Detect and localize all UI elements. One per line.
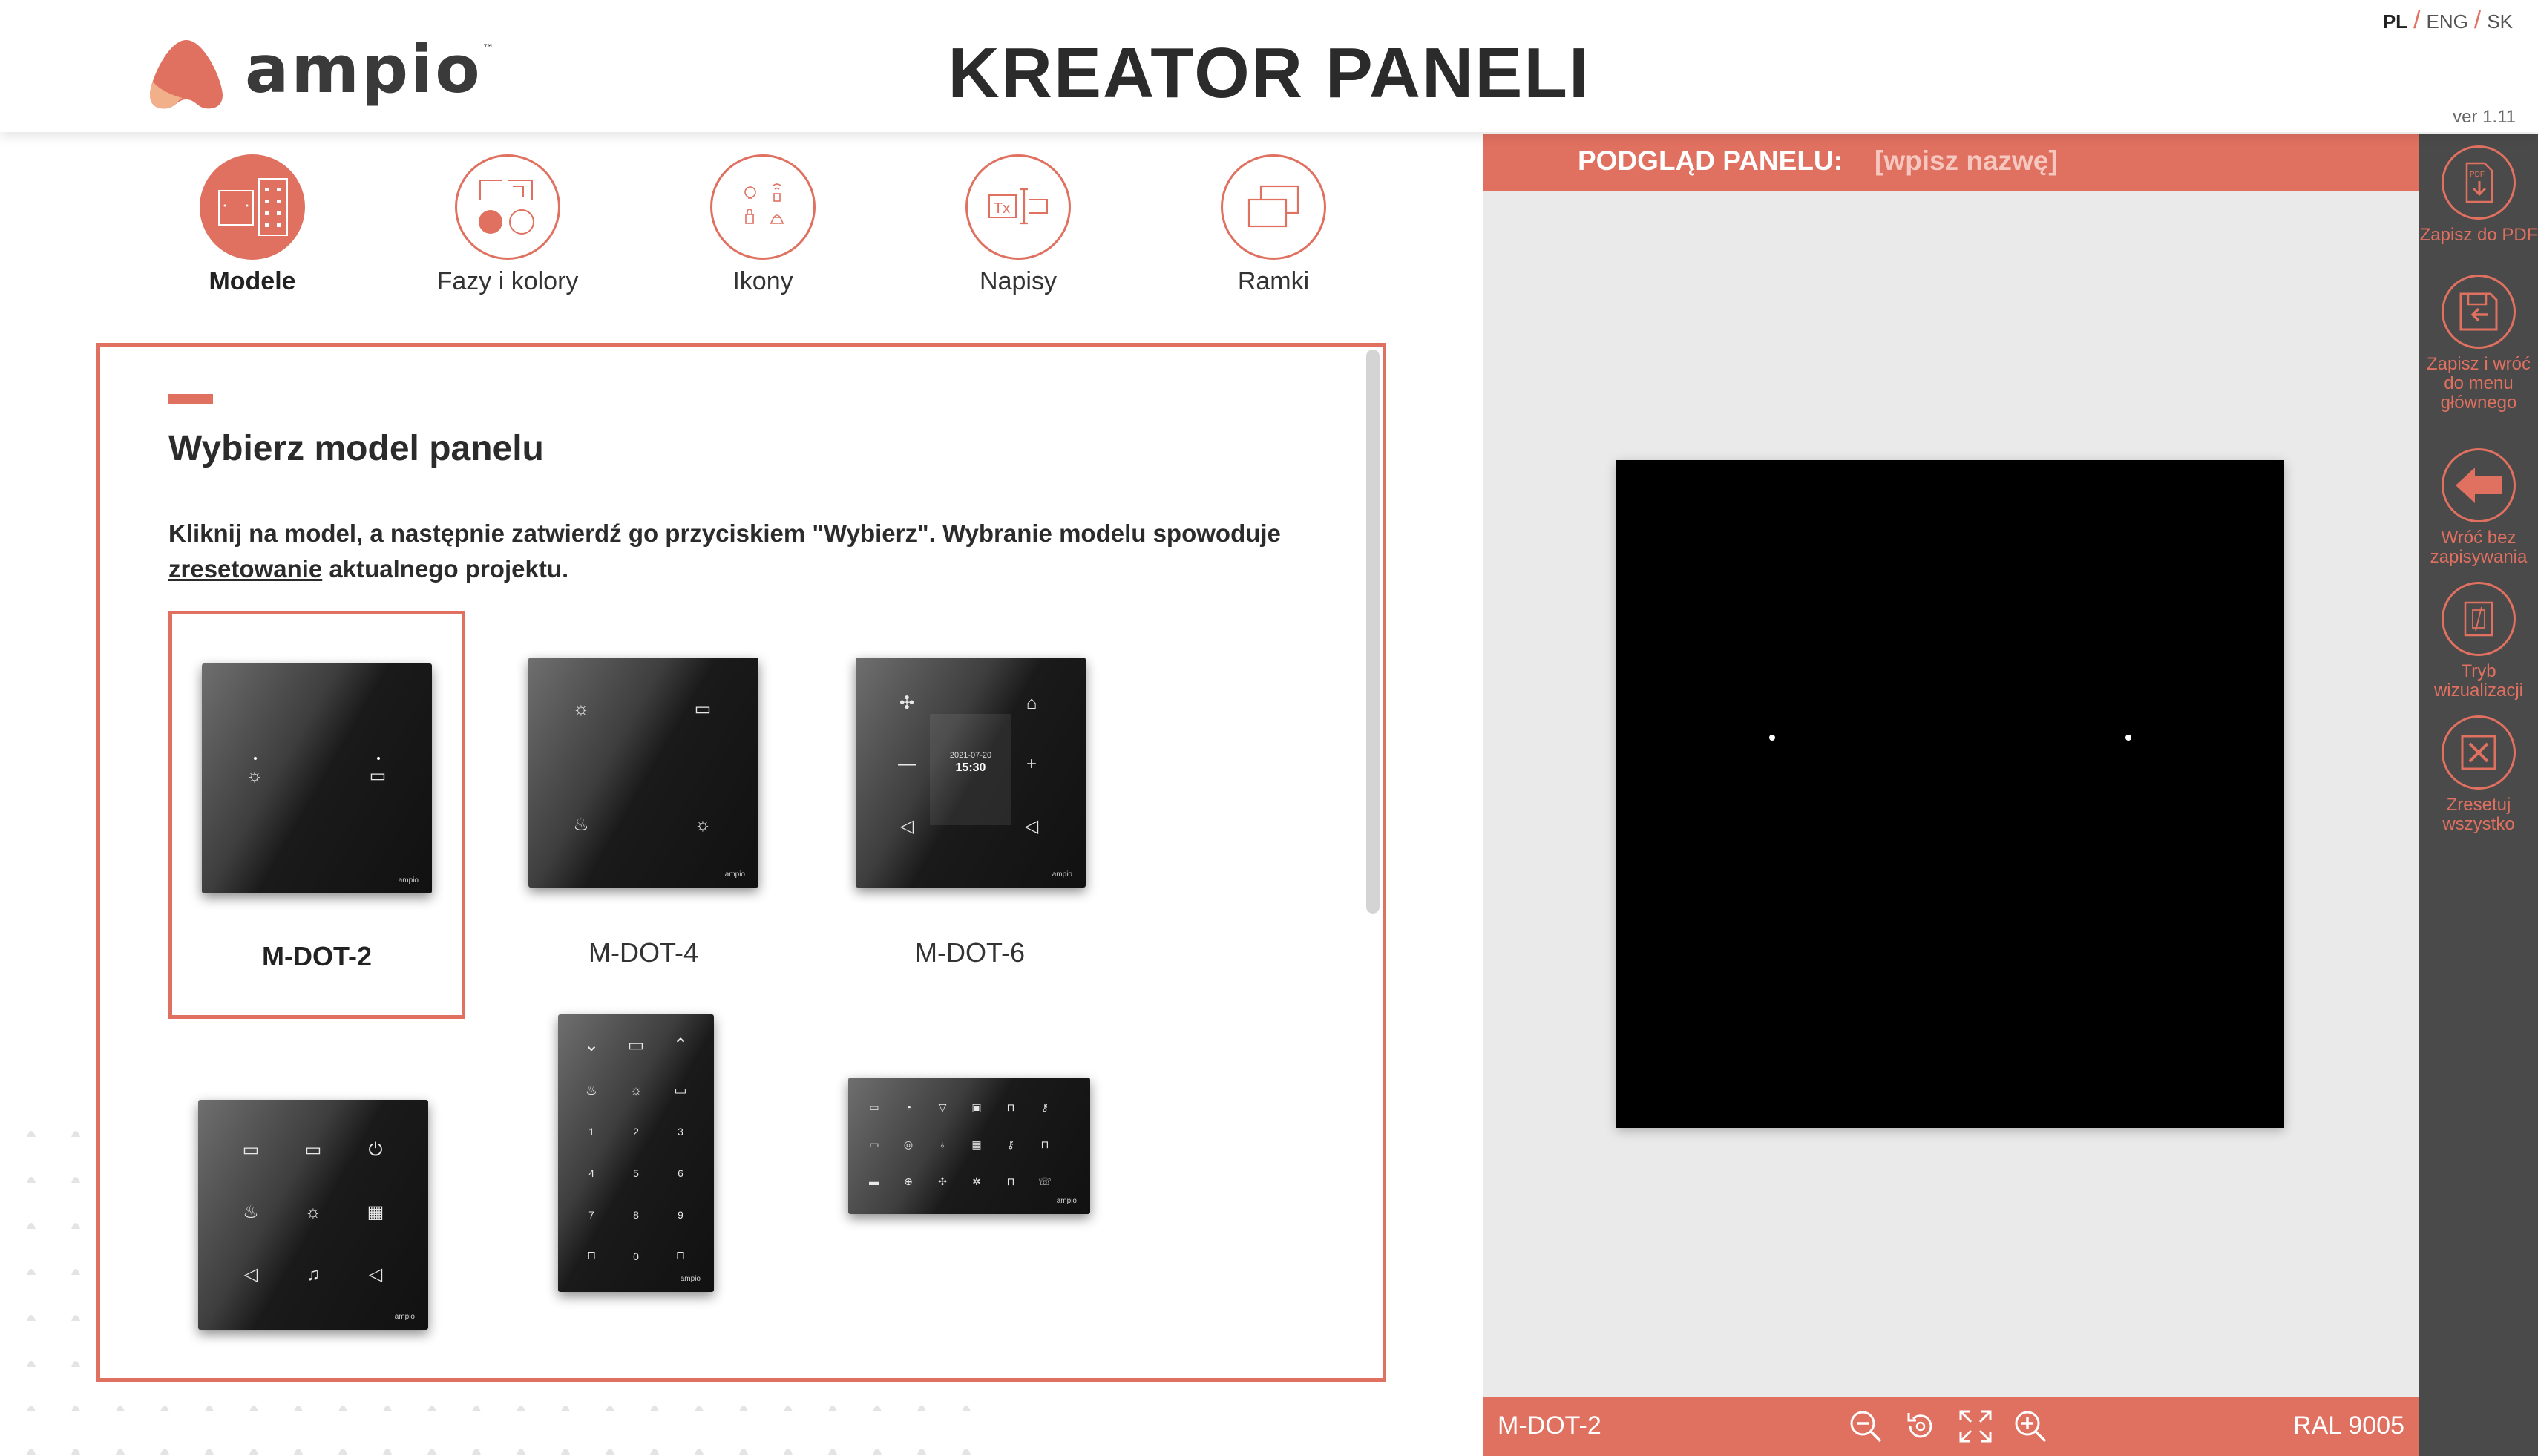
key-icon: ⚷	[1040, 1101, 1049, 1113]
tab-label: Ramki	[1237, 267, 1310, 295]
model-card-9button[interactable]	[168, 1014, 465, 1382]
garage-icon: ▦	[971, 1138, 982, 1150]
brightness-icon: ☼	[573, 699, 589, 719]
tab-icons[interactable]	[637, 154, 889, 296]
blind-icon: ▭	[242, 1140, 260, 1160]
brightness-icon: ☼	[246, 766, 263, 786]
zoom-toolbar	[1846, 1406, 2050, 1447]
minus-icon: —	[898, 754, 916, 774]
model-name: M-DOT-4	[588, 937, 698, 968]
brightness-icon: ☼	[695, 815, 711, 835]
key-1-icon: 1	[588, 1126, 594, 1138]
mdot4-thumbnail: ☼ ▭ ♨ ☼ ampio	[528, 658, 758, 888]
chevron-down-icon: ⌄	[583, 1035, 600, 1055]
fan-icon: ✣	[938, 1175, 947, 1187]
camera-icon: ⌂	[1026, 693, 1037, 713]
tab-frames[interactable]	[1147, 154, 1400, 296]
plus-icon: +	[1026, 754, 1037, 774]
mdot2-thumbnail	[202, 663, 432, 893]
lang-eng[interactable]: ENG	[2426, 10, 2468, 33]
key-7-icon: 7	[588, 1209, 594, 1221]
key-3-icon: 3	[678, 1126, 683, 1138]
current-color: RAL 9005	[2293, 1411, 2404, 1440]
device-date: 2021-07-20	[949, 751, 992, 760]
car-icon: ▬	[869, 1175, 879, 1187]
app-header	[0, 0, 2538, 132]
tab-label: Ikony	[732, 267, 793, 295]
model-name: M-DOT-2	[262, 941, 372, 971]
panel-preview[interactable]	[1616, 460, 2284, 1128]
preview-canvas[interactable]	[1483, 191, 2419, 1397]
key-5-icon: 5	[633, 1167, 639, 1179]
current-model: M-DOT-2	[1498, 1411, 1601, 1440]
blind-icon: ▭	[627, 1035, 645, 1055]
lamp-icon: ♨	[573, 815, 589, 835]
model-card-mdot6[interactable]	[822, 611, 1118, 1019]
model-card-mdot2[interactable]	[168, 611, 465, 1019]
key-4-icon: 4	[588, 1167, 594, 1179]
pdf-save-icon	[2442, 145, 2516, 220]
lang-pl[interactable]: PL	[2382, 10, 2408, 33]
visualization-icon	[2442, 582, 2516, 656]
blind-icon: ▭	[694, 699, 712, 719]
back-arrow-icon	[2442, 448, 2516, 522]
blind-icon: ▭	[674, 1083, 687, 1098]
model-card-mdot4[interactable]	[495, 611, 792, 1019]
lang-sk[interactable]: SK	[2487, 10, 2513, 33]
fit-screen-icon[interactable]	[1956, 1406, 1995, 1447]
key-9-icon: 9	[678, 1209, 683, 1221]
visualization-mode-button[interactable]: Tryb wizualizacji	[2419, 582, 2538, 701]
svg-text:Tx: Tx	[994, 200, 1011, 217]
phone-icon: ☏	[1038, 1175, 1052, 1187]
key-2-icon: 2	[633, 1126, 639, 1138]
svg-text:PDF: PDF	[2470, 171, 2485, 179]
key-6-icon: 6	[678, 1167, 683, 1179]
wide-thumbnail: ▭ ◔ ▽ ▣ ⊓ ⚷ ▭ ◎ ♁ ▦ ⚷ ⊓ ▬ ⊕ ✣ ✲ ⊓ ☏ ampio	[848, 1078, 1090, 1214]
tab-label: Modele	[209, 267, 296, 295]
lamp-icon: ♨	[585, 1083, 598, 1098]
save-return-button[interactable]: Zapisz i wróć do menu głównego	[2419, 275, 2538, 413]
device-brand: ampio	[398, 876, 419, 885]
models-icon	[200, 154, 305, 260]
icons-icon	[710, 154, 816, 260]
lamp-icon: ♨	[243, 1202, 259, 1222]
reset-all-button[interactable]: Zresetuj wszystko	[2419, 715, 2538, 834]
lock-icon: ⊓	[1006, 1101, 1015, 1113]
tab-label: Fazy i kolory	[436, 267, 579, 295]
action-sidebar	[2419, 134, 2538, 1456]
tab-phases-colors[interactable]	[381, 154, 634, 296]
save-pdf-button[interactable]: PDF Zapisz do PDF	[2419, 145, 2538, 245]
panel-name-input[interactable]: [wpisz nazwę]	[1875, 145, 2058, 176]
reset-emphasis: zresetowanie	[168, 555, 323, 583]
9button-thumbnail: ▭ ▭ ⏻ ♨ ☼ ▦ ◁ ♫ ◁ ampio	[198, 1100, 428, 1330]
key-0-icon: 0	[633, 1250, 639, 1262]
brightness-icon: ☼	[305, 1202, 321, 1222]
button-indicator-right	[2125, 735, 2131, 741]
phases-colors-icon	[455, 154, 560, 260]
text-caption-icon	[965, 154, 1071, 260]
volume-high-icon: ◁	[1024, 816, 1039, 836]
lock-icon: ⊓	[1006, 1175, 1015, 1187]
button-indicator-left	[1769, 735, 1775, 741]
lock-icon: ⊓	[1040, 1138, 1049, 1150]
volume-high-icon: ◁	[368, 1265, 383, 1285]
model-name: M-DOT-6	[915, 937, 1025, 968]
blind-icon: ▭	[869, 1138, 879, 1150]
language-switcher: PL / ENG / SK	[2382, 6, 2513, 34]
version-label: ver 1.11	[2453, 107, 2516, 127]
volume-low-icon: ◁	[243, 1265, 258, 1285]
tab-models[interactable]	[126, 154, 378, 296]
key-icon: ⚷	[1006, 1138, 1015, 1150]
heading-accent-bar	[168, 394, 213, 404]
zoom-out-icon[interactable]	[1846, 1406, 1885, 1447]
frames-icon	[1221, 154, 1326, 260]
volume-low-icon: ◁	[899, 816, 914, 836]
globe-icon: ⊕	[904, 1175, 913, 1187]
power-icon: ⏻	[368, 1140, 383, 1160]
tab-captions[interactable]	[892, 154, 1144, 296]
floppy-save-icon	[2442, 275, 2516, 349]
device-time: 15:30	[955, 761, 986, 774]
chevron-up-icon: ⌃	[672, 1035, 689, 1055]
ampio-logo-text: ampio™	[245, 31, 496, 108]
bulb-icon: ♁	[938, 1138, 947, 1150]
lock-icon: ⊓	[586, 1250, 597, 1262]
clock-icon: ◔	[905, 1101, 912, 1113]
brightness-icon: ☼	[629, 1083, 643, 1098]
lock-icon: ⊓	[675, 1250, 686, 1262]
panel-scrollbar[interactable]	[1366, 350, 1380, 914]
tab-label: Napisy	[980, 267, 1057, 295]
key-8-icon: 8	[633, 1209, 639, 1221]
preview-label: PODGLĄD PANELU:	[1578, 145, 1843, 176]
tool-tabs	[126, 154, 1388, 303]
blind-icon: ▭	[369, 766, 387, 786]
zoom-in-icon[interactable]	[2011, 1406, 2050, 1447]
reset-x-icon	[2442, 715, 2516, 790]
panel-description: Kliknij na model, a następnie zatwierdź go przyciskiem "Wybierz". Wybranie modelu spowoduje zresetowanie aktualnego projektu.	[168, 519, 1281, 583]
drop-icon: ▽	[938, 1101, 947, 1113]
blind-icon: ▭	[869, 1101, 879, 1113]
alarm-icon: ▣	[971, 1101, 982, 1113]
preview-header	[1483, 134, 2419, 191]
model-selection-panel	[96, 343, 1386, 1382]
model-card-wide[interactable]	[822, 1014, 1118, 1382]
app-title: KREATOR PANELI	[948, 33, 1590, 113]
music-icon: ♫	[306, 1265, 320, 1285]
rotate-icon[interactable]	[1901, 1406, 1940, 1447]
fan-icon: ✣	[899, 693, 915, 713]
bug-icon: ✲	[972, 1175, 981, 1187]
blind-icon: ▭	[304, 1140, 322, 1160]
target-icon: ◎	[903, 1138, 914, 1150]
back-without-saving-button[interactable]: Wróć bez zapisywania	[2419, 448, 2538, 567]
keypad-thumbnail: ⌄ ▭ ⌃ ♨ ☼ ▭ 1 2 3 4 5 6 7 8 9 ⊓ 0 ⊓ ampio	[558, 1014, 714, 1292]
garage-icon: ▦	[367, 1202, 384, 1222]
preview-footer	[1483, 1397, 2419, 1456]
model-card-keypad[interactable]	[495, 1014, 792, 1382]
mdot6-thumbnail: ✣ ⌂ — + ◁ ◁ 2021-07-20 15:30 ampio	[856, 658, 1086, 888]
panel-heading: Wybierz model panelu	[168, 429, 544, 468]
